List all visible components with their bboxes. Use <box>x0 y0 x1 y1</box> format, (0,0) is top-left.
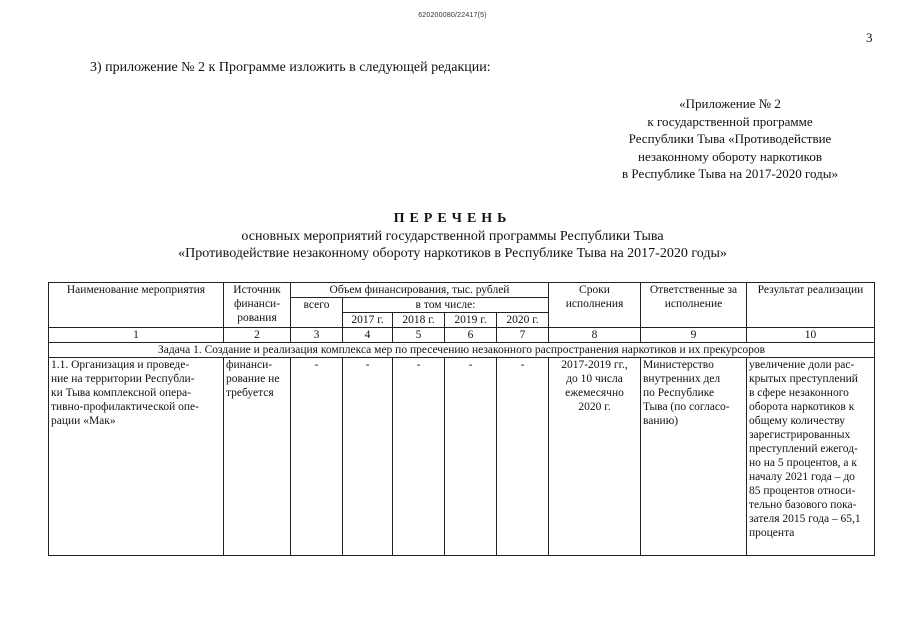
annex-line: к государственной программе <box>647 113 813 129</box>
measure-source: финанси- рование не требуется <box>224 358 291 556</box>
measure-name: 1.1. Организация и проведе- ние на территории Республи- ки Тыва комплексной опера- тивно-профилактической опе- рации «Мак» <box>49 358 224 556</box>
column-number: 1 <box>49 328 224 343</box>
header-total: всего <box>291 298 343 328</box>
measure-responsible: Министерство внутренних дел по Республике Тыва (по согласо- ванию) <box>641 358 747 556</box>
header-funding: Объем финансирования, тыс. рублей <box>291 283 549 298</box>
annex-line: в Республике Тыва на 2017-2020 годы» <box>622 166 838 181</box>
title-block <box>0 210 905 262</box>
measure-2019: - <box>445 358 497 556</box>
annex-heading <box>580 95 880 183</box>
header-result: Результат реализации <box>747 283 875 328</box>
subtitle-line: «Противодействие незаконному обороту наркотиков в Республике Тыва на 2017-2020 годы» <box>178 246 727 261</box>
subtitle-line: основных мероприятий государственной программы Республики Тыва <box>241 229 664 244</box>
header-name: Наименование мероприятия <box>49 283 224 328</box>
document-id: 620200080/22417(5) <box>418 12 487 19</box>
measure-result: увеличение доли рас- крытых преступлений в сфере незаконного оборота наркотиков к общему количеству зарегистрированных преступлений ежегод- но на 5 процентов, а к началу 2021 года – до 85 процентов относи- тельно базового пока- зателя 2015 года – 65,1 процента <box>747 358 875 556</box>
header-responsible: Ответственные за исполнение <box>641 283 747 328</box>
header-including: в том числе: <box>343 298 549 313</box>
column-number: 5 <box>393 328 445 343</box>
header-terms: Сроки исполнения <box>549 283 641 328</box>
column-number: 9 <box>641 328 747 343</box>
annex-line: Республики Тыва «Противодействие <box>628 131 832 146</box>
column-number: 3 <box>291 328 343 343</box>
column-number: 7 <box>497 328 549 343</box>
measure-total: - <box>291 358 343 556</box>
column-number: 8 <box>549 328 641 343</box>
document-title: ПЕРЕЧЕНЬ <box>393 211 512 226</box>
measure-2018: - <box>393 358 445 556</box>
task-row <box>49 343 875 358</box>
header-year: 2018 г. <box>393 313 445 328</box>
page-number: 3 <box>866 30 873 45</box>
header-row <box>49 283 875 298</box>
column-number: 10 <box>747 328 875 343</box>
measure-2020: - <box>497 358 549 556</box>
measure-terms: 2017-2019 гг., до 10 числа ежемесячно 2020 г. <box>549 358 641 556</box>
annex-line: незаконному обороту наркотиков <box>638 148 822 164</box>
measure-2017: - <box>343 358 393 556</box>
annex-line: «Приложение № 2 <box>679 96 781 111</box>
column-number: 4 <box>343 328 393 343</box>
header-source: Источник финанси- рования <box>224 283 291 328</box>
header-year: 2019 г. <box>445 313 497 328</box>
measures-table <box>48 282 875 556</box>
instruction-text: 3) приложение № 2 к Программе изложить в следующей редакции: <box>90 60 491 75</box>
header-year: 2020 г. <box>497 313 549 328</box>
table-row <box>49 358 875 556</box>
column-numbers-row <box>49 328 875 343</box>
task-title: Задача 1. Создание и реализация комплекса мер по пресечению незаконного распространения наркотиков и их прекурсоров <box>49 343 875 358</box>
column-number: 6 <box>445 328 497 343</box>
column-number: 2 <box>224 328 291 343</box>
header-year: 2017 г. <box>343 313 393 328</box>
